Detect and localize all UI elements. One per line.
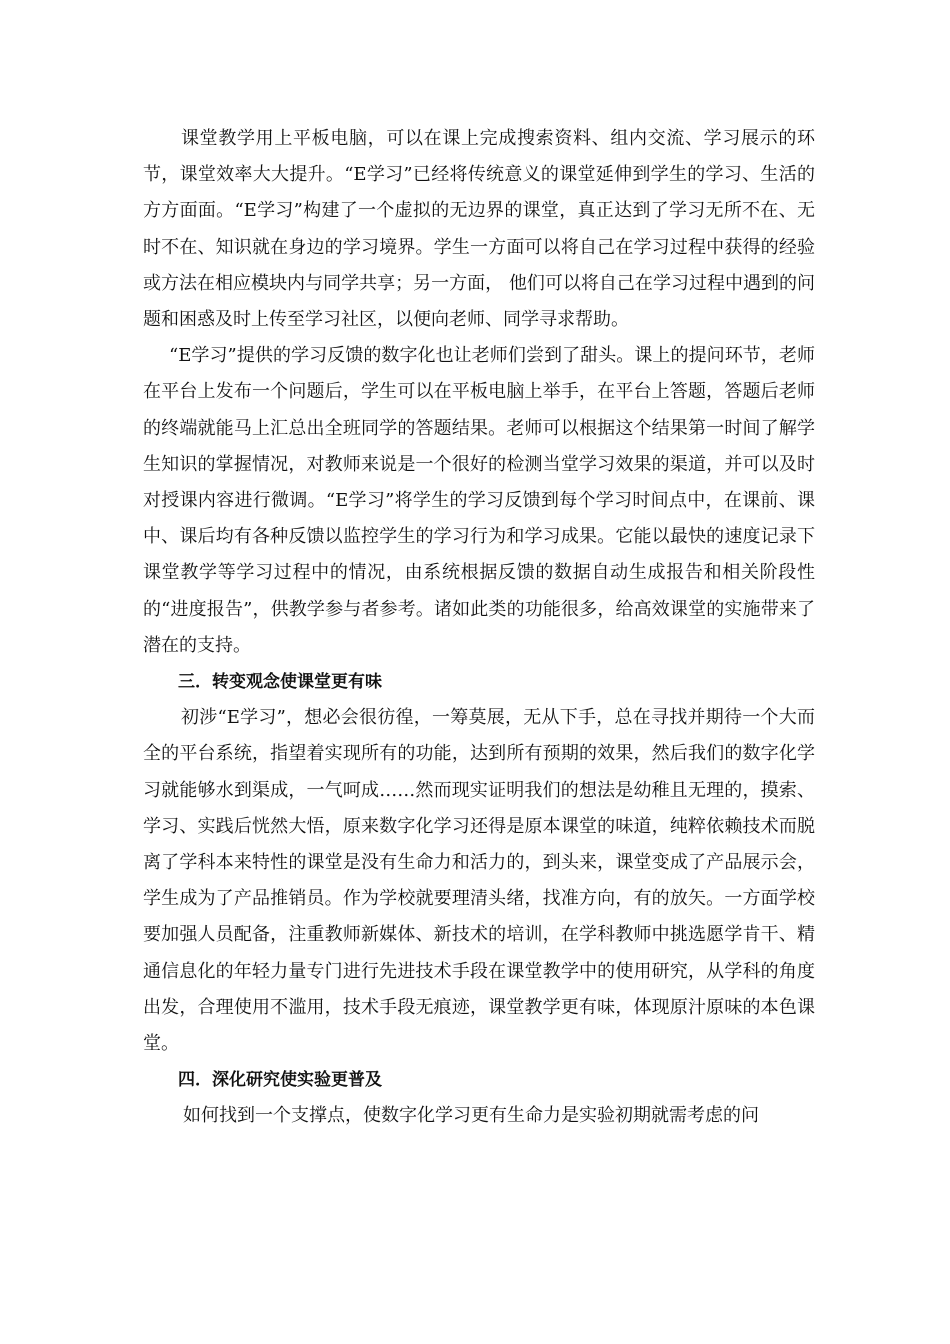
paragraph-tablet-classroom: 课堂教学用上平板电脑，可以在课上完成搜索资料、组内交流、学习展示的环节，课堂效率大大提升。“E学习”已经将传统意义的课堂延伸到学生的学习、生活的方方面面。“E学习”构建了一个虚拟的无边界的课堂，真正达到了学习无所不在、无时不在、知识就在身边的学习境界。学生一方面可以将自己在学习过程中获得的经验或方法在相应模块内与同学共享；另一方面， 他们可以将自己在学习过程中遇到的问题和困惑及时上传至学习社区，以便向老师、同学寻求帮助。 [143,128,815,331]
section-heading-3: 三．转变观念使课堂更有味 [178,672,382,693]
paragraph-deepen-research: 如何找到一个支撑点，使数字化学习更有生命力是实验初期就需考虑的问 [183,1105,759,1127]
paragraph-change-mindset: 初涉“E学习”，想必会很彷徨，一筹莫展，无从下手，总在寻找并期待一个大而全的平台系统，指望着实现所有的功能，达到所有预期的效果，然后我们的数字化学习就能够水到渠成，一气呵成……然而现实证明我们的想法是幼稚且无理的，摸索、学习、实践后恍然大悟，原来数字化学习还得是原本课堂的味道，纯粹依赖技术而脱离了学科本来特性的课堂是没有生命力和活力的，到头来，课堂变成了产品展示会，学生成为了产品推销员。作为学校就要理清头绪，找准方向，有的放矢。一方面学校要加强人员配备，注重教师新媒体、新技术的培训，在学科教师中挑选愿学肯干、精通信息化的年轻力量专门进行先进技术手段在课堂教学中的使用研究，从学科的角度出发，合理使用不滥用，技术手段无痕迹，课堂教学更有味，体现原汁原味的本色课堂。 [143,707,815,1055]
document-body [143,121,815,1135]
section-heading-4: 四．深化研究使实验更普及 [178,1070,382,1091]
paragraph-feedback-digitization: “E学习”提供的学习反馈的数字化也让老师们尝到了甜头。课上的提问环节，老师在平台上发布一个问题后，学生可以在平板电脑上举手，在平台上答题，答题后老师的终端就能马上汇总出全班同学的答题结果。老师可以根据这个结果第一时间了解学生知识的掌握情况，对教师来说是一个很好的检测当堂学习效果的渠道，并可以及时对授课内容进行微调。“E学习”将学生的学习反馈到每个学习时间点中，在课前、课中、课后均有各种反馈以监控学生的学习行为和学习成果。它能以最快的速度记录下课堂教学等学习过程中的情况，由系统根据反馈的数据自动生成报告和相关阶段性的“进度报告”，供教学参与者参考。诸如此类的功能很多，给高效课堂的实施带来了潜在的支持。 [143,345,815,656]
